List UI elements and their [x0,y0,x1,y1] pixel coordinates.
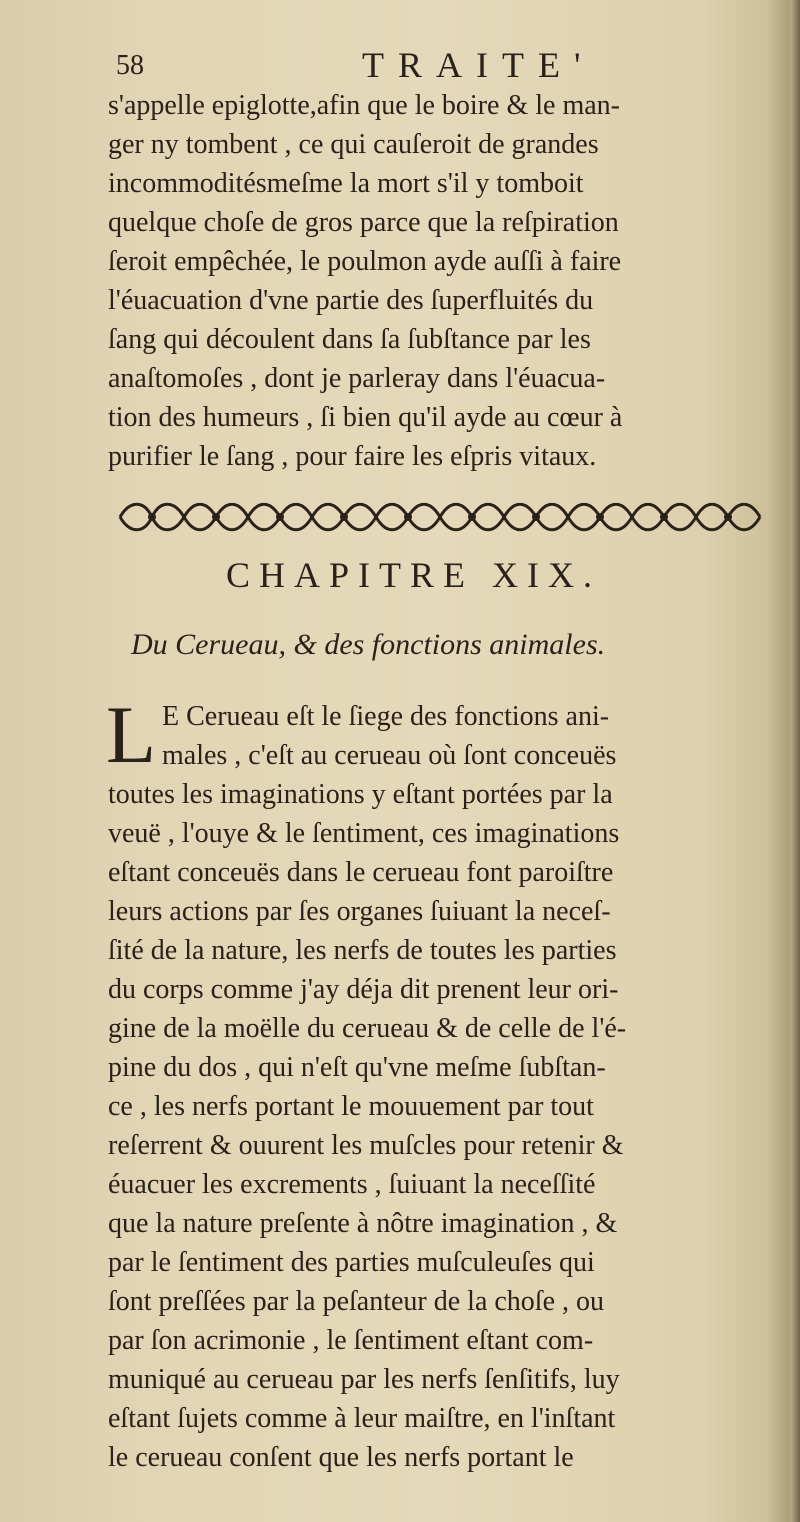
text-line: eſtant conceuës dans le cerueau font paroiſtre [108,857,614,888]
text-line: quelque choſe de gros parce que la reſpiration [108,207,619,238]
chapter-title: CHAPITRE XIX. [226,555,601,595]
page-number: 58 [116,50,144,81]
running-title: TRAITE' [362,45,595,85]
text-line: l'éuacuation d'vne partie des ſuperfluités du [108,285,594,316]
text-line: males , c'eſt au cerueau où ſont conceuës [162,740,617,771]
text-line: pine du dos , qui n'eſt qu'vne meſme ſubſtan- [108,1052,606,1083]
text-line: s'appelle epiglotte,afin que le boire & le man- [108,90,620,121]
main-paragraph [108,697,778,1477]
text-line: reſerrent & ouurent les muſcles pour retenir & [108,1130,624,1161]
page-header [116,44,676,88]
text-line: par le ſentiment des parties muſculeuſes qui [108,1247,595,1278]
text-line: incommoditésmeſme la mort s'il y tomboit [108,168,584,199]
text-line: ſité de la nature, les nerfs de toutes les parties [108,935,617,966]
text-line: ce , les nerfs portant le mouuement par tout [108,1091,594,1122]
text-line: eſtant ſujets comme à leur maiſtre, en l'inſtant [108,1403,616,1434]
text-line: le cerueau conſent que les nerfs portant le [108,1442,574,1473]
text-line: gine de la moëlle du cerueau & de celle de l'é- [108,1013,627,1044]
drop-cap: L [106,689,157,780]
text-line: tion des humeurs , ſi bien qu'il ayde au cœur à [108,402,623,433]
text-line: muniqué au cerueau par les nerfs ſenſitifs, luy [108,1364,620,1395]
text-line: que la nature preſente à nôtre imagination , & [108,1208,618,1239]
text-line: purifier le ſang , pour faire les eſpris vitaux. [108,441,597,472]
text-line: toutes les imaginations y eſtant portées par la [108,779,613,810]
chapter-subtitle: Du Cerueau, & des fonctions animales. [131,628,606,661]
text-line: du corps comme j'ay déja dit prenent leur ori- [108,974,619,1005]
top-paragraph [108,86,778,476]
text-line: leurs actions par ſes organes ſuiuant la neceſ- [108,896,611,927]
text-line: éuacuer les excrements , ſuiuant la neceſſité [108,1169,596,1200]
text-line: E Cerueau eſt le ſiege des fonctions ani- [162,701,610,732]
decorative-ornament-band [116,496,764,538]
text-line: par ſon acrimonie , le ſentiment eſtant com- [108,1325,594,1356]
page-edge [790,0,800,1522]
text-line: ger ny tombent , ce qui cauſeroit de grandes [108,129,599,160]
text-line: ſeroit empêchée, le poulmon ayde auſſi à faire [108,246,622,277]
text-line: veuë , l'ouye & le ſentiment, ces imaginations [108,818,620,849]
text-line: ſont preſſées par la peſanteur de la choſe , ou [108,1286,605,1317]
text-line: anaſtomoſes , dont je parleray dans l'éuacua- [108,363,606,394]
text-line: ſang qui découlent dans ſa ſubſtance par les [108,324,591,355]
